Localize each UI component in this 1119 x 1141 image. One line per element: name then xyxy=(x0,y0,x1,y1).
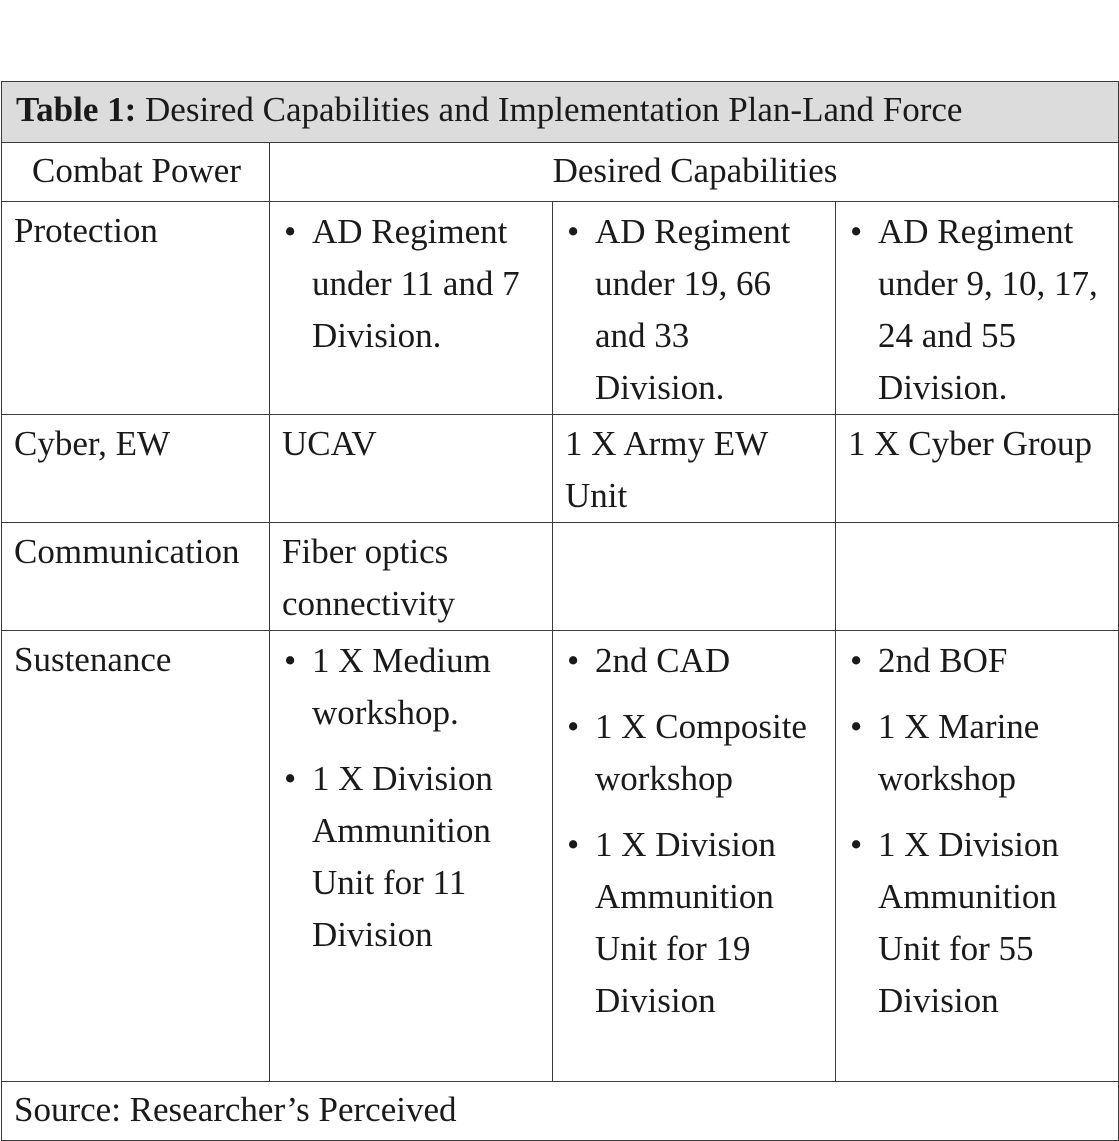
bullet-icon: • xyxy=(850,641,863,680)
bullet-icon: • xyxy=(284,212,297,251)
header-combat-power: Combat Power xyxy=(2,143,270,202)
list-item-text: 1 X Division Ammunition Unit for 55 Division xyxy=(878,825,1059,1020)
table-source-note: Source: Researcher’s Perceived xyxy=(2,1082,1119,1141)
bullet-icon: • xyxy=(850,212,863,251)
bullet-icon: • xyxy=(284,759,297,798)
list-item xyxy=(565,635,825,687)
protection-list-2 xyxy=(565,206,825,414)
list-item-text: 1 X Marine workshop xyxy=(878,707,1040,798)
table-caption xyxy=(2,82,1119,143)
list-item-text: 1 X Division Ammunition Unit for 11 Division xyxy=(312,759,493,954)
list-item-text: AD Regiment under 9, 10, 17, 24 and 55 Division. xyxy=(878,212,1098,407)
sustenance-list-1 xyxy=(282,635,542,961)
bullet-icon: • xyxy=(567,825,580,864)
protection-cell-1 xyxy=(270,202,553,415)
bullet-icon: • xyxy=(567,707,580,746)
list-item-text: 1 X Division Ammunition Unit for 19 Division xyxy=(595,825,776,1020)
bullet-icon: • xyxy=(284,641,297,680)
cyber-cell-1: UCAV xyxy=(270,415,553,523)
protection-cell-2 xyxy=(553,202,836,415)
list-item-text: 1 X Medium workshop. xyxy=(312,641,491,732)
row-label-sustenance: Sustenance xyxy=(2,631,270,1082)
bullet-icon: • xyxy=(850,825,863,864)
list-item xyxy=(565,206,825,414)
list-item-text: AD Regiment under 11 and 7 Division. xyxy=(312,212,520,355)
table-row-cyber xyxy=(2,415,1119,523)
list-item-text: 2nd CAD xyxy=(595,641,731,680)
list-item xyxy=(282,753,542,961)
sustenance-list-3 xyxy=(848,635,1108,1027)
sustenance-cell-1 xyxy=(270,631,553,1082)
communication-cell-3 xyxy=(836,523,1119,631)
protection-list-1 xyxy=(282,206,542,362)
header-desired-capabilities: Desired Capabilities xyxy=(270,143,1119,202)
table-row-protection xyxy=(2,202,1119,415)
protection-cell-3 xyxy=(836,202,1119,415)
list-item xyxy=(848,819,1108,1027)
list-item xyxy=(282,635,542,739)
table-caption-title: Desired Capabilities and Implementation Plan-Land Force xyxy=(136,90,963,129)
communication-cell-1: Fiber optics connectivity xyxy=(270,523,553,631)
row-label-cyber: Cyber, EW xyxy=(2,415,270,523)
sustenance-list-2 xyxy=(565,635,825,1027)
list-item xyxy=(565,819,825,1027)
row-label-communication: Communication xyxy=(2,523,270,631)
table-row-communication xyxy=(2,523,1119,631)
communication-cell-2 xyxy=(553,523,836,631)
list-item xyxy=(848,635,1108,687)
sustenance-cell-2 xyxy=(553,631,836,1082)
bullet-icon: • xyxy=(567,641,580,680)
table-caption-label: Table 1: xyxy=(16,90,137,129)
list-item-text: 2nd BOF xyxy=(878,641,1008,680)
table-row-sustenance xyxy=(2,631,1119,1082)
list-item-text: AD Regiment under 19, 66 and 33 Division. xyxy=(595,212,791,407)
bullet-icon: • xyxy=(850,707,863,746)
list-item-text: 1 X Composite workshop xyxy=(595,707,807,798)
list-item xyxy=(282,206,542,362)
row-label-protection: Protection xyxy=(2,202,270,415)
cyber-cell-2: 1 X Army EW Unit xyxy=(553,415,836,523)
cyber-cell-3: 1 X Cyber Group xyxy=(836,415,1119,523)
list-item xyxy=(565,701,825,805)
bullet-icon: • xyxy=(567,212,580,251)
protection-list-3 xyxy=(848,206,1108,414)
list-item xyxy=(848,206,1108,414)
list-item xyxy=(848,701,1108,805)
capabilities-table xyxy=(1,81,1119,1141)
sustenance-cell-3 xyxy=(836,631,1119,1082)
